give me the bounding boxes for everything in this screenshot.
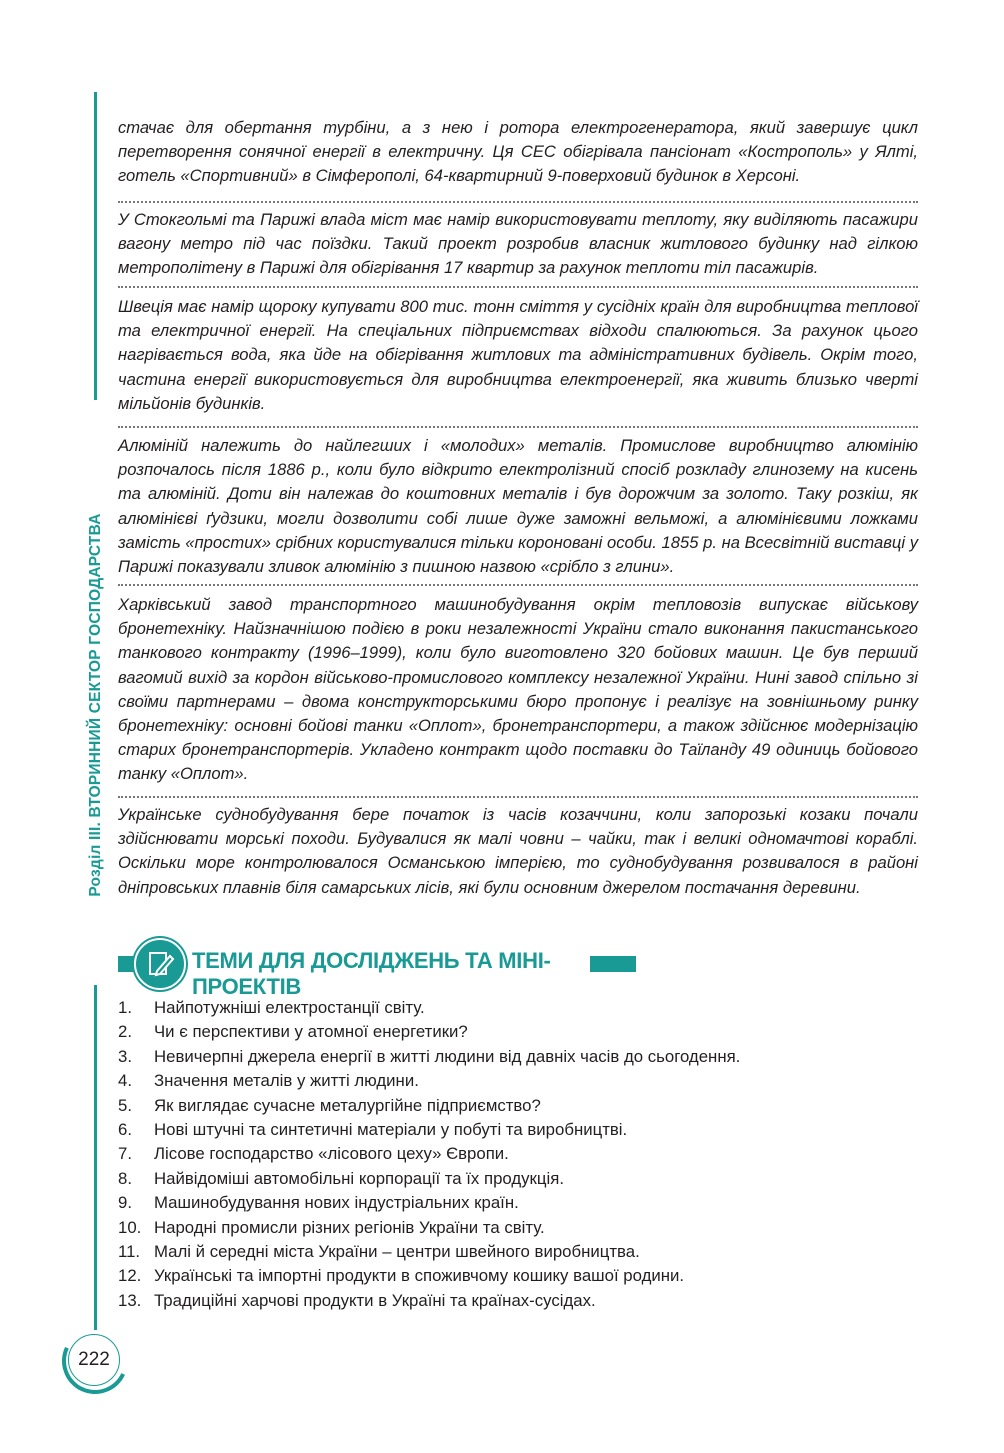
paragraph: Українське суднобудування бере початок із часів козаччини, коли запорозькі козаки почали здійснювати морські походи. Будувалися як малі човни – чайки, так і великі одномачтові кораблі. Оскільки море контролювалося Османською імперією, то суднобудування розвивалося в районі дніпровських плавнів біля самарських лісів, які були основним джерелом постачання деревини. — [118, 805, 918, 897]
topic-item — [118, 1240, 740, 1264]
topic-text: Невичерпні джерела енергії в житті людини від давніх часів до сьогодення. — [154, 1046, 741, 1066]
page-number: 222 — [68, 1334, 120, 1386]
topic-text: Значення металів у житті людини. — [154, 1071, 419, 1091]
topic-item — [118, 1069, 740, 1093]
paragraph: Харківський завод транспортного машинобудування окрім тепловозів випускає військову бронетехніку. Найзначнішою подією в роки незалежності України стало виконання пакистанського танкового контракту (1996–1999), коли було виготовлено 320 бойових машин. Це був перший вагомий вихід за кордон військово-промислового комплексу незалежної України. Нині завод спільно зі своїми партнерами – двома конструкторськими бюро пропонує і реалізує на зовнішньому ринку бронетехніку: основні бойові танки «Оплот», бронетранспортери, а також здійснює модернізацію старих бронетранспортерів. Укладено контракт щодо поставки до Таїланду 49 одиниць бойового танку «Оплот». — [118, 595, 918, 784]
section-label: Розділ III. ВТОРИННИЙ СЕКТОР ГОСПОДАРСТВА — [87, 513, 104, 897]
topic-text: Найвідоміші автомобільні корпорації та їх продукція. — [154, 1168, 564, 1188]
topic-text: Найпотужніші електростанції світу. — [154, 998, 425, 1017]
topics-heading: ТЕМИ ДЛЯ ДОСЛІДЖЕНЬ ТА МІНІ-ПРОЕКТІВ — [192, 948, 551, 999]
topic-item — [118, 1020, 740, 1044]
topic-text: Традиційні харчові продукти в Україні та країнах-сусідах. — [154, 1290, 596, 1310]
dotted-divider — [118, 584, 918, 586]
topic-text: Лісове господарство «лісового цеху» Європи. — [154, 1144, 509, 1164]
margin-rule — [94, 985, 97, 1330]
topic-item — [118, 1045, 740, 1069]
dotted-divider — [118, 286, 918, 288]
topic-text: Як виглядає сучасне металургійне підприємство? — [154, 1095, 541, 1115]
topic-text: Чи є перспективи у атомної енергетики? — [154, 1022, 468, 1042]
topic-number: 7. — [118, 1144, 132, 1164]
dotted-divider — [118, 796, 918, 798]
margin-rule — [94, 92, 97, 400]
paragraph: У Стокгольмі та Парижі влада міст має намір використовувати теплоту, яку виділяють пасажири вагону метро під час поїздки. Такий проект розробив власник житлового будинку над гілкою метрополітену в Парижі для обігрівання 17 квартир за рахунок теплоти тіл пасажирів. — [118, 210, 918, 278]
topic-item — [118, 1142, 740, 1166]
topic-number: 13. — [118, 1290, 142, 1310]
topic-number: 6. — [118, 1120, 132, 1140]
topic-number: 1. — [118, 998, 132, 1017]
topic-number: 10. — [118, 1217, 142, 1237]
paragraph: стачає для обертання турбіни, а з нею і ротора електрогенератора, який завершує цикл перетворення сонячної енергії в електричну. Ця СЕС обігрівала пансіонат «Кострополь» у Ялті, готель «Спортивний» в Сімферополі, 64-квартирний 9-поверховий будинок в Херсоні. — [118, 118, 918, 186]
topics-list — [118, 996, 740, 1313]
pencil-note-icon — [134, 938, 186, 990]
topics-header — [118, 946, 638, 999]
topic-number: 3. — [118, 1046, 132, 1066]
topic-text: Малі й середні міста України – центри швейного виробництва. — [154, 1242, 640, 1262]
topic-item — [118, 1191, 740, 1215]
paragraph: Алюміній належить до найлегших і «молодих» металів. Промислове виробництво алюмінію розпочалось після 1886 р., коли було відкрито електролізний спосіб розкладу глинозему на кисень та алюміній. Доти він належав до коштовних металів і був дорожчим за золото. Таку розкіш, як алюмінієві ґудзики, могли дозволити собі лише дуже заможні вельможі, а алюмінієвими ложками замість «простих» срібних користувалися тільки короновані особи. 1855 р. на Всесвітній виставці у Парижі показували зливок алюмінію з пишною назвою «срібло з глини». — [118, 436, 918, 577]
topic-text: Нові штучні та синтетичні матеріали у побуті та виробництві. — [154, 1120, 628, 1140]
dotted-divider — [118, 426, 918, 428]
topic-item — [118, 996, 740, 1020]
topic-item — [118, 1216, 740, 1240]
topic-item — [118, 1118, 740, 1142]
topic-number: 8. — [118, 1168, 132, 1188]
topic-item — [118, 1289, 740, 1313]
topic-item — [118, 1264, 740, 1288]
topic-number: 11. — [118, 1242, 141, 1262]
topic-text: Машинобудування нових індустріальних країн. — [154, 1193, 519, 1213]
topic-number: 2. — [118, 1022, 132, 1042]
topic-text: Українські та імпортні продукти в споживчому кошику вашої родини. — [154, 1266, 685, 1286]
topic-number: 9. — [118, 1193, 132, 1213]
topic-number: 5. — [118, 1095, 132, 1115]
topic-item — [118, 1167, 740, 1191]
paragraph: Швеція має намір щороку купувати 800 тис. тонн сміття у сусідніх країн для виробництва теплової та електричної енергії. На спеціальних підприємствах відходи спалюються. За рахунок цього нагрівається вода, яка йде на обігрівання житлових та адміністративних будівель. Окрім того, частина енергії використовується для виробництва електроенергії, яка живить близько чверті мільйонів будинків. — [118, 297, 918, 413]
topic-number: 4. — [118, 1071, 132, 1091]
topic-text: Народні промисли різних регіонів України та світу. — [154, 1217, 545, 1237]
header-bar-right — [590, 956, 636, 972]
dotted-divider — [118, 201, 918, 203]
topic-item — [118, 1094, 740, 1118]
topic-number: 12. — [118, 1266, 142, 1286]
